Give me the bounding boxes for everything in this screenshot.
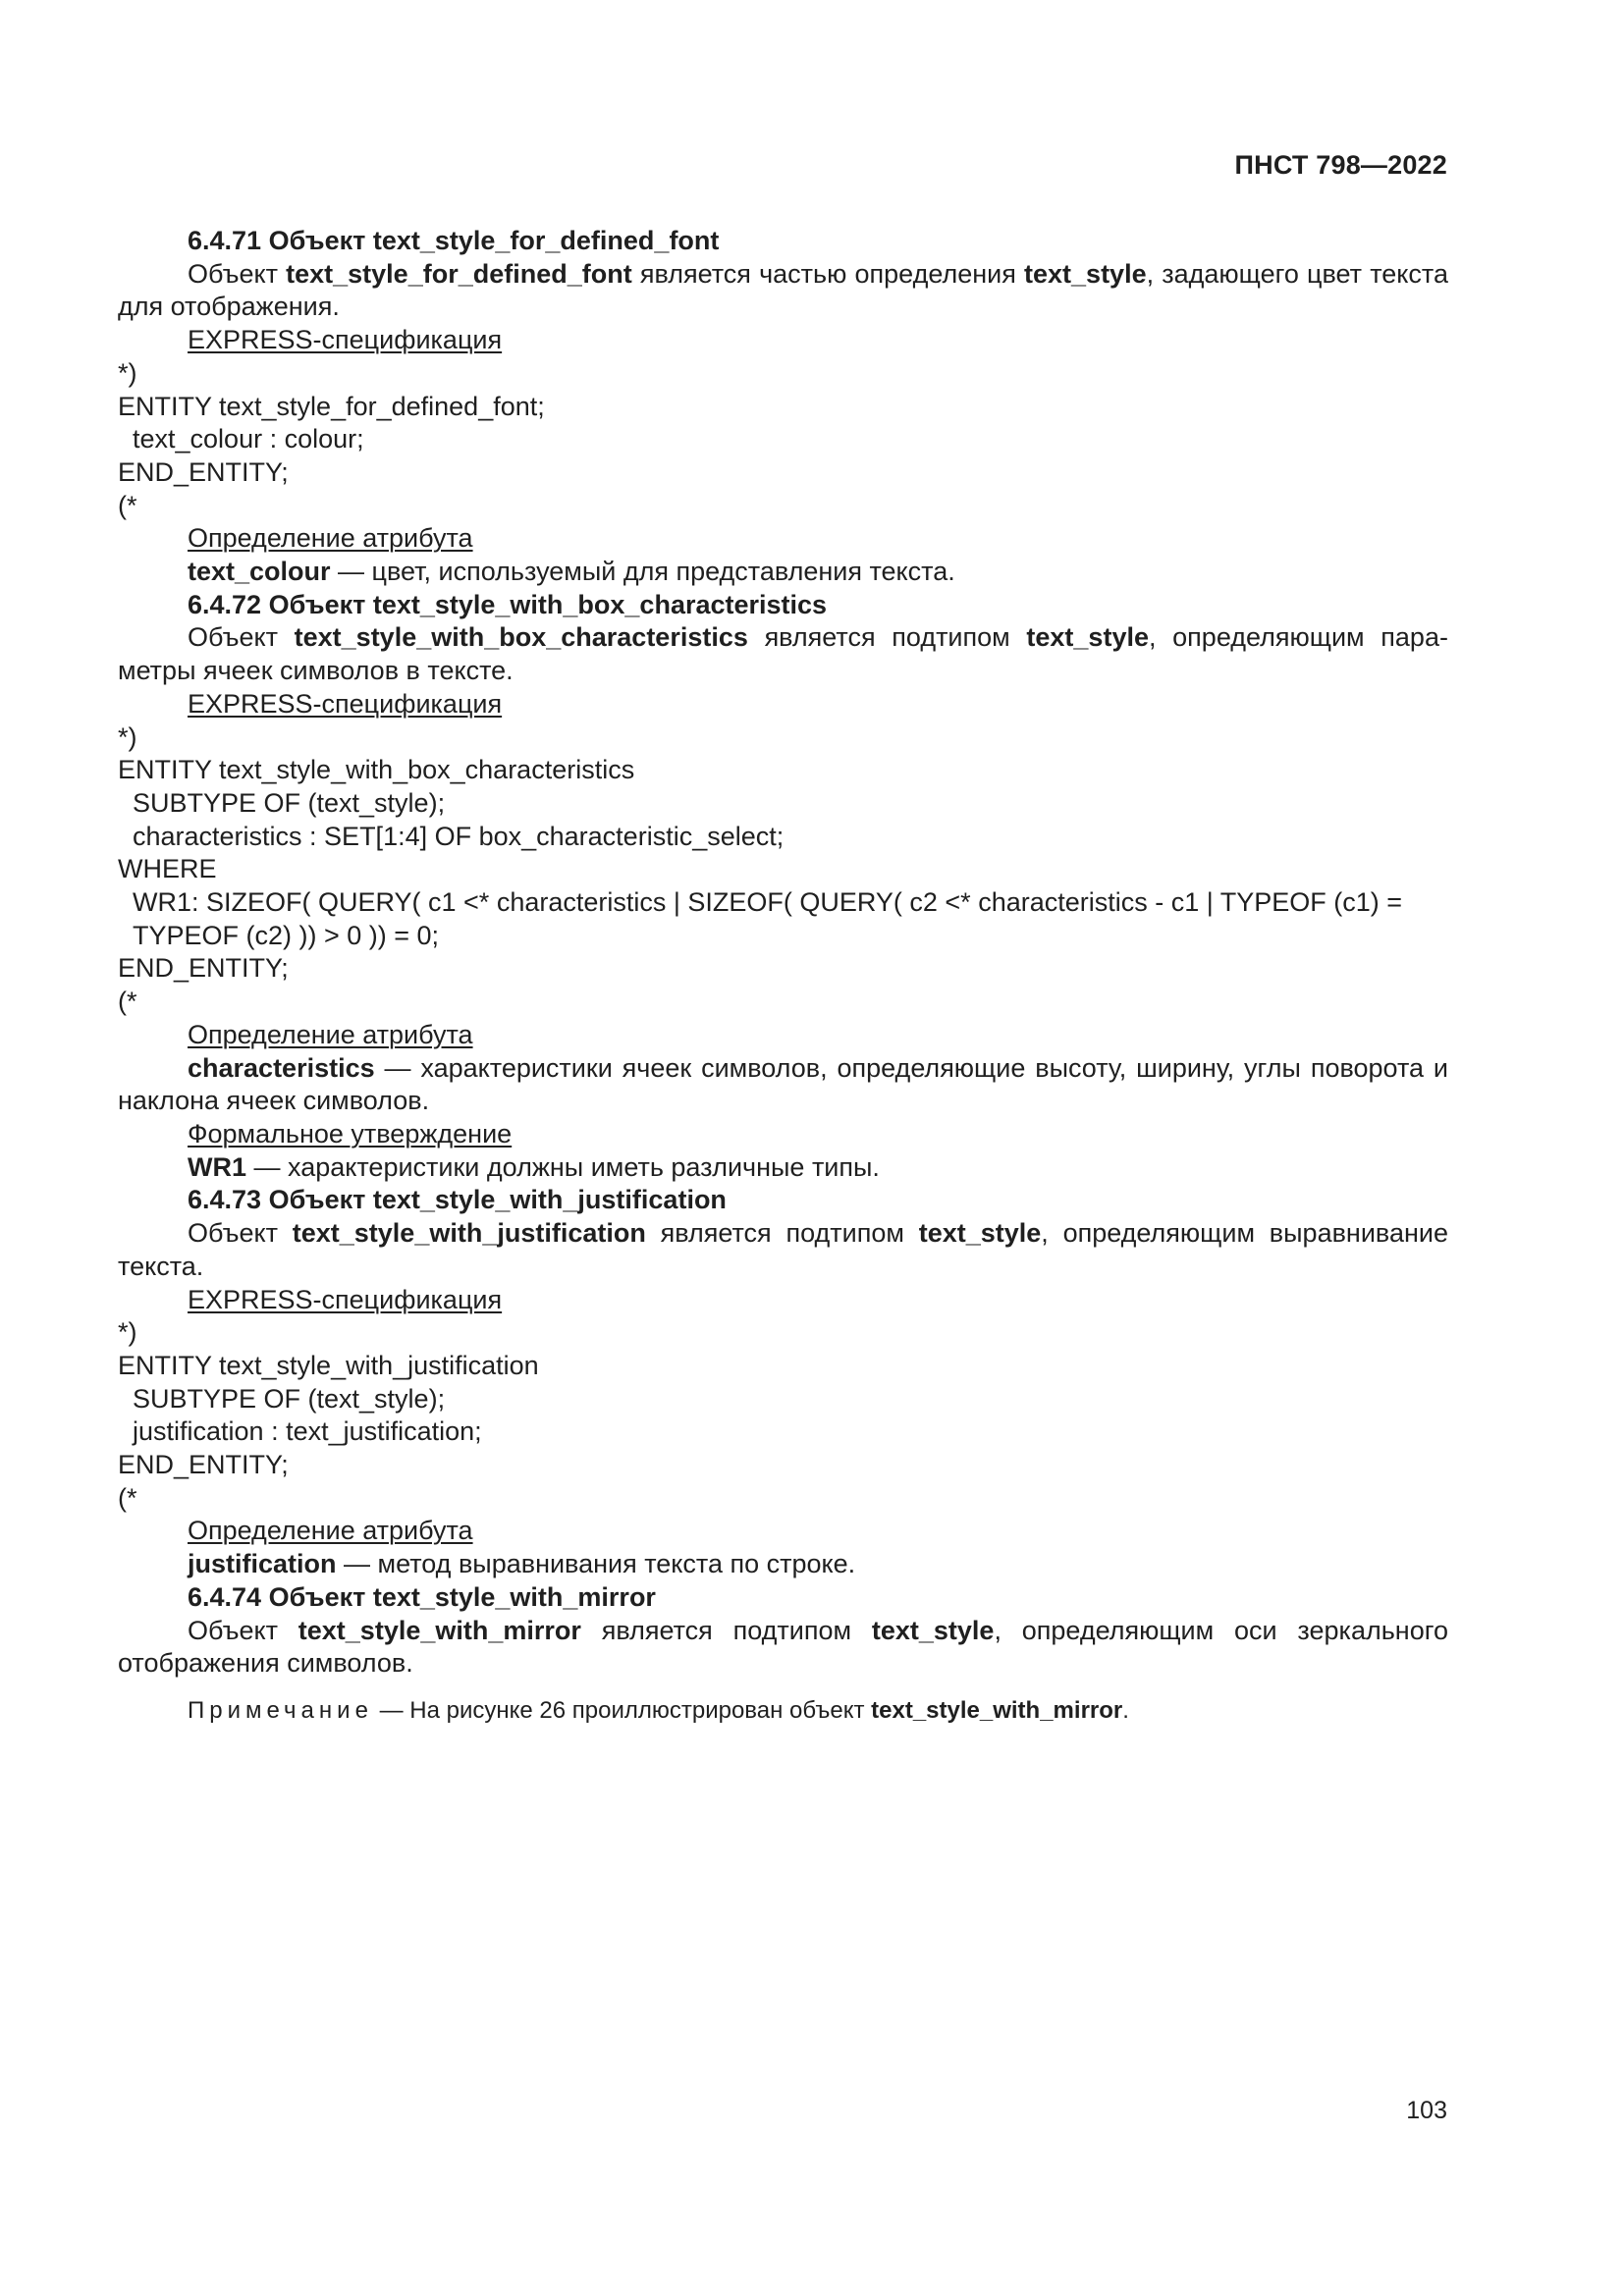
code-line: WHERE — [118, 854, 217, 884]
code-line: (* — [118, 987, 137, 1017]
code-line: END_ENTITY; — [118, 953, 289, 984]
document-body — [118, 225, 1448, 1727]
document-header-code: ПНСТ 798—2022 — [1234, 150, 1447, 180]
code-line: END_ENTITY; — [118, 1450, 289, 1480]
code-line: *) — [118, 357, 137, 388]
note-label: Примечание — [188, 1696, 373, 1724]
section-heading: 6.4.74 Объект text_style_with_mirror — [188, 1581, 656, 1612]
code-line: *) — [118, 1317, 137, 1348]
formal-statement-label: Формальное утверждение — [188, 1118, 513, 1148]
attribute-definition: text_colour — цвет, используемый для представления текста. — [188, 557, 955, 587]
attribute-definition-label: Определение атрибута — [188, 1019, 473, 1049]
attribute-definition: justification — метод выравнивания текста по строке. — [188, 1549, 856, 1579]
code-line: *) — [118, 721, 137, 752]
code-line: text_colour : colour; — [133, 424, 364, 454]
attribute-definition-label: Определение атрибута — [188, 523, 473, 554]
section-paragraph: Объект text_style_with_box_characteristics является подтипом text_style, определяющим параметры ячеек символов в тексте. — [118, 622, 1448, 686]
section-heading: 6.4.71 Объект text_style_for_defined_font — [188, 226, 720, 255]
attribute-definition-label: Определение атрибута — [188, 1516, 473, 1546]
code-line: ENTITY text_style_for_defined_font; — [118, 391, 545, 421]
code-line: (* — [118, 1482, 137, 1513]
code-line: justification : text_justification; — [133, 1416, 482, 1447]
code-line: (* — [118, 490, 137, 520]
code-line: WR1: SIZEOF( QUERY( c1 <* characteristics | SIZEOF( QUERY( c2 <* characteristics - c1 | TYPEOF (c1) = TYPEOF (c2) )) > 0 )) = 0; — [133, 887, 1410, 950]
code-line: ENTITY text_style_with_justification — [118, 1350, 539, 1380]
express-spec-label: EXPRESS-спецификация — [188, 688, 503, 719]
section-heading: 6.4.72 Объект text_style_with_box_characteristics — [188, 589, 828, 619]
section-paragraph: Объект text_style_with_mirror является подтипом text_style, определяющим оси зеркального отображения символов. — [118, 1615, 1448, 1679]
section-heading: 6.4.73 Объект text_style_with_justification — [188, 1185, 727, 1215]
note: Примечание — На рисунке 26 проиллюстрирован объект text_style_with_mirror. — [188, 1696, 1129, 1724]
code-line: SUBTYPE OF (text_style); — [133, 787, 446, 818]
formal-statement: WR1 — характеристики должны иметь различные типы. — [188, 1151, 880, 1182]
code-line: characteristics : SET[1:4] OF box_characteristic_select; — [133, 821, 785, 851]
code-line: SUBTYPE OF (text_style); — [133, 1383, 446, 1414]
code-line: END_ENTITY; — [118, 456, 289, 487]
express-spec-label: EXPRESS-спецификация — [188, 325, 503, 355]
code-line: ENTITY text_style_with_box_characteristics — [118, 755, 635, 785]
section-paragraph: Объект text_style_for_defined_font является частью определения text_style, задающего цвет текста для отображения. — [118, 258, 1448, 322]
express-spec-label: EXPRESS-спецификация — [188, 1284, 503, 1314]
section-paragraph: Объект text_style_with_justification является подтипом text_style, определяющим выравнивание текста. — [118, 1218, 1448, 1281]
page-number: 103 — [1406, 2097, 1447, 2124]
attribute-definition: characteristics — характеристики ячеек символов, определяющие высоту, ширину, углы поворота и наклона ячеек символов. — [118, 1052, 1448, 1116]
